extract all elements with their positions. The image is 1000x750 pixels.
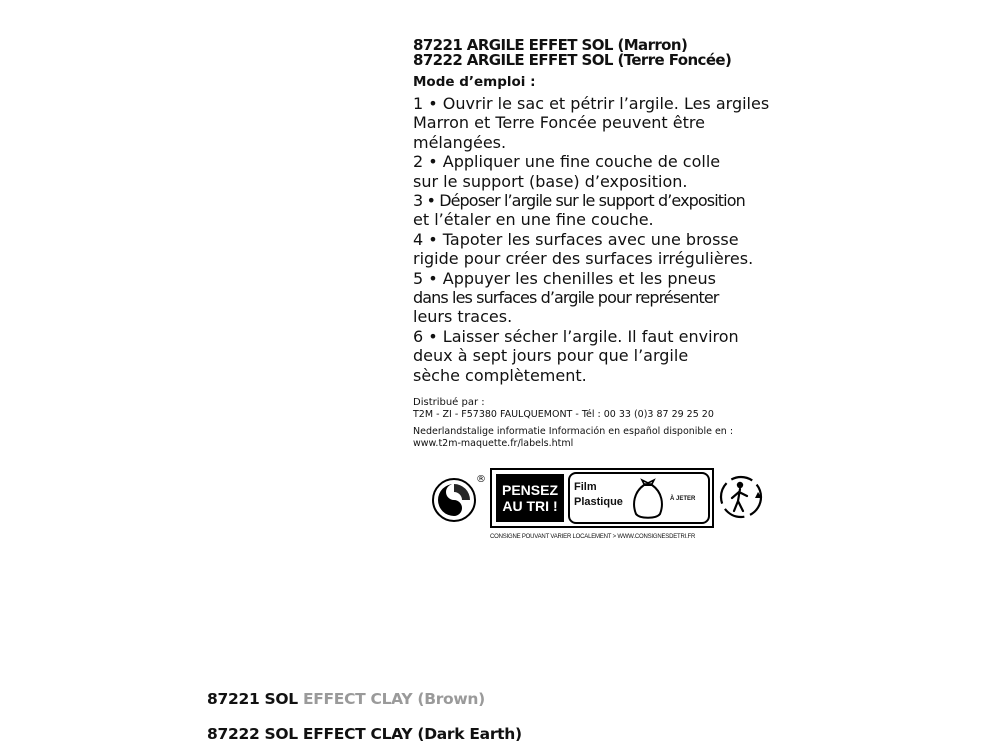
registered-mark: ® <box>476 474 486 485</box>
trash-bag-icon <box>630 478 666 520</box>
instruction-line: sur le support (base) d’exposition. <box>413 171 688 191</box>
film-line2: Plastique <box>574 496 623 508</box>
triman-recycling-icon <box>718 474 764 520</box>
film-plastique-box <box>568 472 710 524</box>
instructions <box>413 94 773 385</box>
instruction-line: et l’étaler en une fine couche. <box>413 210 654 230</box>
instruction-line: deux à sept jours pour que l’argile <box>413 346 689 366</box>
mode-heading: Mode d’emploi : <box>413 74 536 90</box>
languages-info: Nederlandstalige informatie Información en español disponible en : <box>413 426 734 438</box>
instruction-line: leurs traces. <box>413 307 513 327</box>
distributor-address: T2M - ZI - F57380 FAULQUEMONT - Tél : 00 33 (0)3 87 29 25 20 <box>413 408 714 420</box>
instruction-line: 1 • Ouvrir le sac et pétrir l’argile. Les argiles <box>413 94 770 113</box>
instruction-line: Marron et Terre Foncée peuvent être <box>413 113 705 133</box>
pensez-line2: AU TRI ! <box>502 498 558 514</box>
instruction-line: 4 • Tapoter les surfaces avec une brosse <box>413 229 739 249</box>
instruction-line: 5 • Appuyer les chenilles et les pneus <box>413 268 716 288</box>
green-dot-icon <box>432 478 476 522</box>
film-label <box>574 480 623 510</box>
english-title-87221 <box>207 690 485 708</box>
instruction-line: 3 • Déposer l’argile sur le support d’exposition <box>413 191 745 211</box>
sorting-info-box <box>490 468 714 528</box>
english-title-87221-faded: EFFECT CLAY (Brown) <box>302 690 485 708</box>
instruction-line: 6 • Laisser sécher l’argile. Il faut environ <box>413 326 739 346</box>
instruction-line: sèche complètement. <box>413 365 587 385</box>
instruction-line: rigide pour créer des surfaces irrégulières. <box>413 249 754 269</box>
instruction-line: dans les surfaces d’argile pour représenter <box>413 288 719 308</box>
english-title-87221-prefix: 87221 SOL <box>207 690 303 708</box>
a-jeter-label: À JETER <box>670 496 696 502</box>
pensez-au-tri-badge <box>496 474 564 522</box>
consigne-text: CONSIGNE POUVANT VARIER LOCALEMENT > WWW.CONSIGNESDETRI.FR <box>490 534 696 540</box>
title-87221: 87221 ARGILE EFFET SOL (Marron) <box>413 36 688 54</box>
title-87222: 87222 ARGILE EFFET SOL (Terre Foncée) <box>413 51 732 69</box>
recycling-logos <box>428 468 788 548</box>
film-line1: Film <box>574 481 597 493</box>
languages-url: www.t2m-maquette.fr/labels.html <box>413 437 574 449</box>
product-label <box>413 38 773 449</box>
distributed-by: Distribué par : <box>413 397 485 409</box>
english-title-87222: 87222 SOL EFFECT CLAY (Dark Earth) <box>207 725 522 743</box>
instruction-line: 2 • Appliquer une fine couche de colle <box>413 152 721 172</box>
instruction-line: mélangées. <box>413 132 507 152</box>
pensez-line1: PENSEZ <box>501 482 558 498</box>
